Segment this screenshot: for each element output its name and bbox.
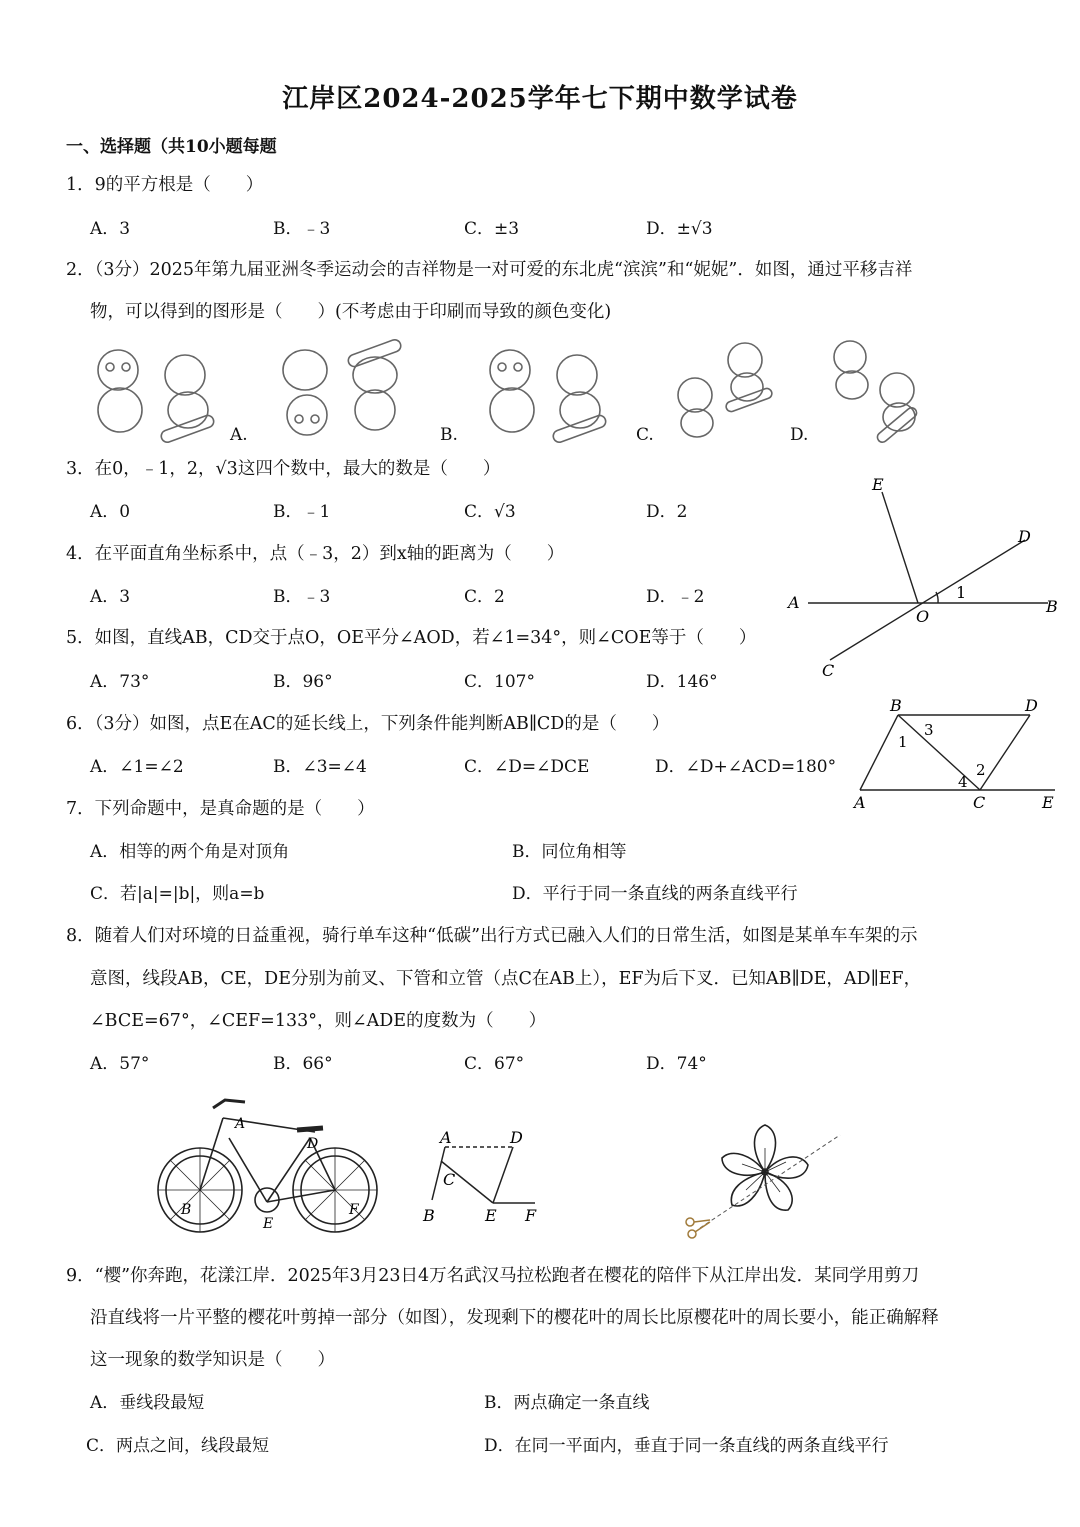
q1-option-b[interactable]: B．﹣3 bbox=[273, 219, 331, 239]
q2-stem-line2: 物，可以得到的图形是（ ）(不考虑由于印刷而导致的颜色变化) bbox=[90, 302, 612, 322]
label-b: B bbox=[890, 696, 902, 715]
q7-option-a[interactable]: A．相等的两个角是对顶角 bbox=[90, 842, 290, 862]
q9-stem-line2: 沿直线将一片平整的樱花叶剪掉一部分（如图），发现剩下的樱花叶的周长比原樱花叶的周长要小，能正确解释 bbox=[90, 1308, 939, 1328]
q3-option-d[interactable]: D．2 bbox=[646, 502, 688, 522]
q9-option-c[interactable]: C．两点之间，线段最短 bbox=[86, 1436, 270, 1456]
bicycle-figure bbox=[155, 1090, 390, 1240]
q9-stem-line3: 这一现象的数学知识是（ ） bbox=[90, 1350, 335, 1370]
frame-label-b: B bbox=[423, 1206, 435, 1225]
section-heading: 一、选择题（共10小题每题 bbox=[66, 137, 277, 157]
q8-option-b[interactable]: B．66° bbox=[273, 1054, 333, 1074]
mascot-pair-a-icon bbox=[98, 350, 215, 444]
frame-label-e: E bbox=[485, 1206, 497, 1225]
q9-option-a[interactable]: A．垂线段最短 bbox=[90, 1393, 205, 1413]
q5-stem: 5．如图，直线AB，CD交于点O，OE平分∠AOD，若∠1=34°，则∠COE等于（ ） bbox=[66, 628, 757, 648]
cherry-blossom-icon bbox=[722, 1125, 808, 1210]
q2-stem-line1: 2．（3分）2025年第九届亚洲冬季运动会的吉祥物是一对可爱的东北虎“滨滨”和“妮妮”．如图，通过平移吉祥 bbox=[66, 260, 913, 280]
q7-option-b[interactable]: B．同位角相等 bbox=[512, 842, 627, 862]
q2-option-c[interactable]: C. bbox=[636, 425, 654, 445]
q8-stem-line1: 8．随着人们对环境的日益重视，骑行单车这种“低碳”出行方式已融入人们的日常生活，如图是某单车车架的示 bbox=[66, 926, 918, 946]
q1-stem: 1．9的平方根是（ ） bbox=[66, 175, 264, 195]
frame-label-c: C bbox=[443, 1170, 456, 1189]
q9-stem-line1: 9．“樱”你奔跑，花漾江岸．2025年3月23日4万名武汉马拉松跑者在樱花的陪伴下从江岸出发．某同学用剪刀 bbox=[66, 1266, 920, 1286]
bike-label-d: D bbox=[307, 1136, 319, 1152]
q4-stem: 4．在平面直角坐标系中，点（﹣3，2）到x轴的距离为（ ） bbox=[66, 544, 565, 564]
segment-bc bbox=[898, 715, 980, 790]
label-a: A bbox=[788, 593, 800, 612]
label-3: 3 bbox=[924, 721, 934, 739]
label-e: E bbox=[872, 475, 884, 494]
scissors-icon bbox=[686, 1218, 710, 1238]
page-title: 江岸区2024-2025学年七下期中数学试卷 bbox=[282, 84, 798, 114]
q6-option-d[interactable]: D．∠D+∠ACD=180° bbox=[655, 757, 837, 777]
q3-option-c[interactable]: C．√3 bbox=[464, 502, 516, 522]
bike-label-b: B bbox=[181, 1202, 192, 1218]
q4-option-c[interactable]: C．2 bbox=[464, 587, 505, 607]
mascot-pair-c-icon bbox=[490, 350, 607, 444]
label-1: 1 bbox=[898, 733, 908, 751]
label-c: C bbox=[973, 793, 986, 812]
frame-diagram bbox=[415, 1125, 550, 1225]
q2-option-a[interactable]: A. bbox=[230, 425, 248, 445]
q4-option-b[interactable]: B．﹣3 bbox=[273, 587, 331, 607]
mascot-pair-d-icon bbox=[678, 343, 773, 437]
q6-stem: 6．（3分）如图，点E在AC的延长线上，下列条件能判断AB∥CD的是（ ） bbox=[66, 714, 670, 734]
q4-option-d[interactable]: D．﹣2 bbox=[646, 587, 705, 607]
label-1: 1 bbox=[956, 583, 967, 602]
q9-option-b[interactable]: B．两点确定一条直线 bbox=[484, 1393, 650, 1413]
q2-mascot-figures bbox=[80, 335, 940, 445]
frame-label-d: D bbox=[510, 1128, 523, 1147]
bike-label-e: E bbox=[263, 1216, 274, 1232]
q7-stem: 7．下列命题中，是真命题的是（ ） bbox=[66, 799, 375, 819]
segment-ab bbox=[860, 715, 898, 790]
segment-dc bbox=[980, 715, 1030, 790]
label-c: C bbox=[822, 661, 835, 680]
q8-option-d[interactable]: D．74° bbox=[646, 1054, 707, 1074]
label-d: D bbox=[1018, 527, 1031, 546]
q8-option-c[interactable]: C．67° bbox=[464, 1054, 525, 1074]
q3-option-b[interactable]: B．﹣1 bbox=[273, 502, 331, 522]
label-e: E bbox=[1042, 793, 1054, 812]
q1-option-d[interactable]: D．±√3 bbox=[646, 219, 713, 239]
q6-geometry-figure bbox=[850, 695, 1065, 815]
label-4: 4 bbox=[958, 773, 968, 791]
q7-option-c[interactable]: C．若|a|=|b|，则a=b bbox=[90, 884, 265, 904]
q2-option-b[interactable]: B. bbox=[440, 425, 458, 445]
q5-option-b[interactable]: B．96° bbox=[273, 672, 333, 692]
cherry-blossom-figure bbox=[680, 1110, 845, 1245]
label-2: 2 bbox=[976, 761, 986, 779]
label-o: O bbox=[916, 607, 930, 626]
line-cd bbox=[830, 540, 1025, 660]
frame-label-f: F bbox=[525, 1206, 537, 1225]
q8-stem-line2: 意图，线段AB，CE，DE分别为前叉、下管和立管（点C在AB上），EF为后下叉．已知AB∥DE，AD∥EF， bbox=[90, 969, 922, 989]
q7-option-d[interactable]: D．平行于同一条直线的两条直线平行 bbox=[512, 884, 798, 904]
q4-option-a[interactable]: A．3 bbox=[90, 587, 131, 607]
q8-option-a[interactable]: A．57° bbox=[90, 1054, 150, 1074]
frame-label-a: A bbox=[440, 1128, 452, 1147]
q6-option-b[interactable]: B．∠3=∠4 bbox=[273, 757, 367, 777]
label-d: D bbox=[1025, 696, 1038, 715]
q1-option-a[interactable]: A．3 bbox=[90, 219, 131, 239]
q3-stem: 3．在0，﹣1，2，√3这四个数中，最大的数是（ ） bbox=[66, 459, 501, 479]
q6-option-c[interactable]: C．∠D=∠DCE bbox=[464, 757, 590, 777]
mascot-pair-b-icon bbox=[283, 338, 402, 435]
bike-label-f: F bbox=[349, 1202, 359, 1218]
q1-option-c[interactable]: C．±3 bbox=[464, 219, 520, 239]
label-b: B bbox=[1046, 597, 1058, 616]
q3-option-a[interactable]: A．0 bbox=[90, 502, 131, 522]
ray-oe bbox=[882, 492, 918, 603]
q5-option-c[interactable]: C．107° bbox=[464, 672, 535, 692]
q5-geometry-figure bbox=[780, 470, 1070, 685]
q2-option-d[interactable]: D. bbox=[790, 425, 809, 445]
q8-stem-line3: ∠BCE=67°，∠CEF=133°，则∠ADE的度数为（ ） bbox=[90, 1011, 547, 1031]
label-a: A bbox=[854, 793, 866, 812]
q5-option-d[interactable]: D．146° bbox=[646, 672, 718, 692]
q6-option-a[interactable]: A．∠1=∠2 bbox=[90, 757, 184, 777]
q9-option-d[interactable]: D．在同一平面内，垂直于同一条直线的两条直线平行 bbox=[484, 1436, 889, 1456]
q5-option-a[interactable]: A．73° bbox=[90, 672, 150, 692]
cut-line bbox=[700, 1135, 840, 1228]
mascot-pair-e-icon bbox=[834, 341, 919, 444]
segment-de bbox=[493, 1147, 513, 1203]
bike-label-a: A bbox=[235, 1116, 246, 1132]
